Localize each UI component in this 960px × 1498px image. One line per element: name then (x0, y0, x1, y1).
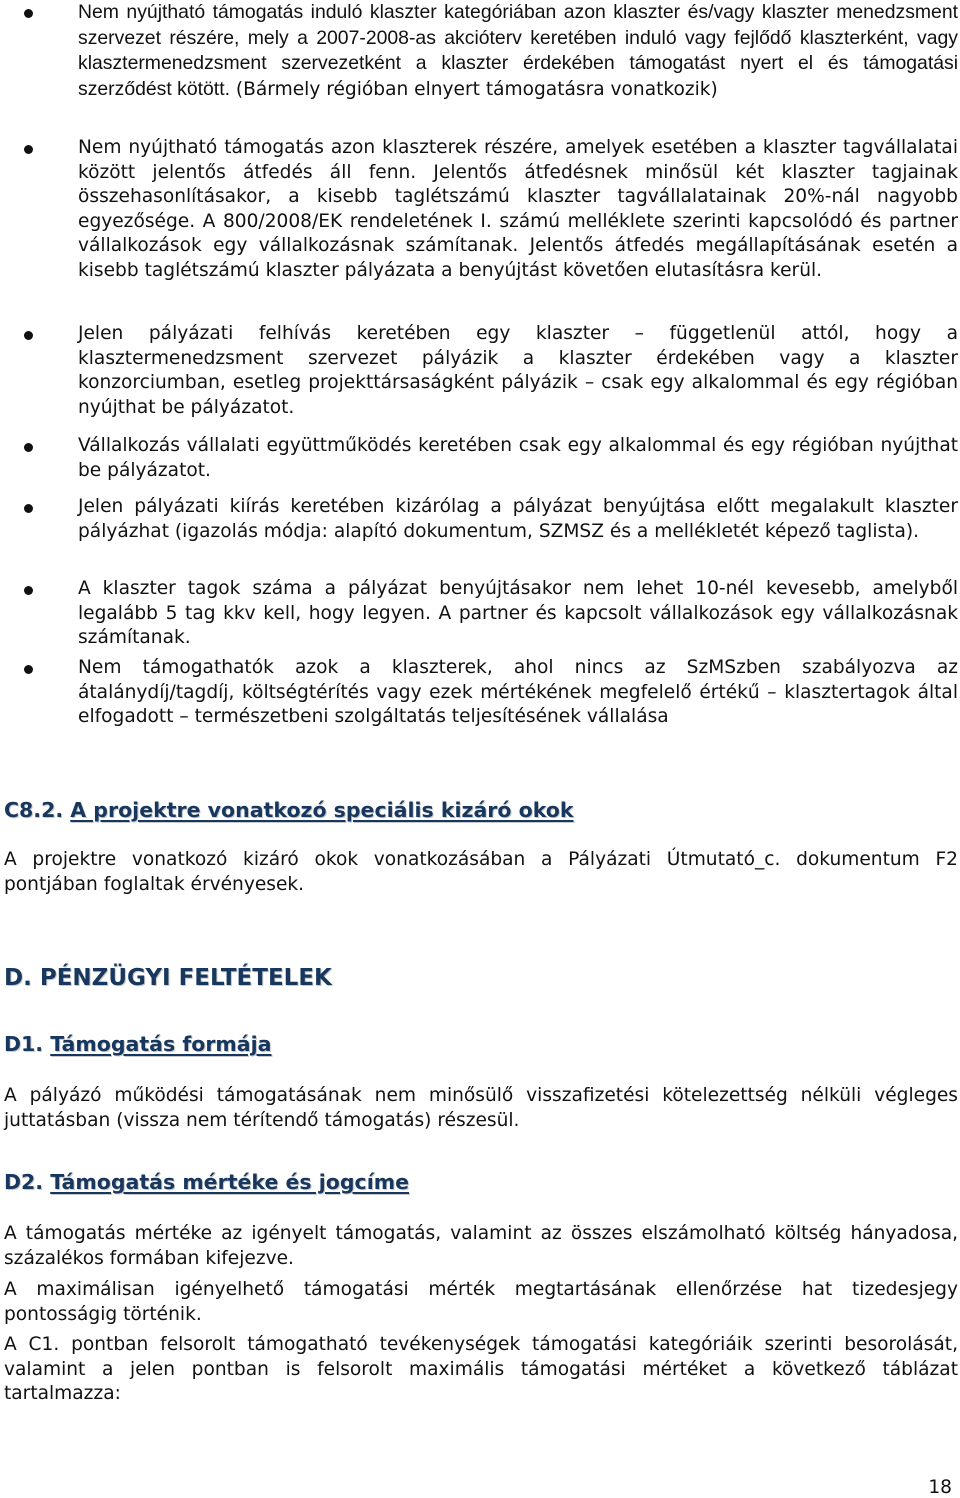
bullet-text: Jelen pályázati kiírás keretében kizárólag a pályázat benyújtása előtt megalakult klaszter pályázhat (igazolás módja: alapító dokumentum, SZMSZ és a mellékletét képező taglista). (78, 496, 958, 542)
bullet-icon (24, 9, 33, 18)
section-c82-body: A projektre vonatkozó kizáró okok vonatkozásában a Pályázati Útmutató_c. dokumentum F2 pontjában foglaltak érvényesek. (4, 849, 958, 895)
bullet-text: Nem nyújtható támogatás azon klaszterek részére, amelyek esetében a klaszter tagvállalatai között jelentős átfedés áll fenn. Jelentős átfedésnek minősül két klaszter tagjainak összehasonlításakor, a kisebb taglétszámú klaszter tagvállalatainak 20%-nál nagyobb egyezősége. A 800/2008/EK rendeletének I. számú melléklete szerinti kapcsolódó és partner vállalkozások egy vállalkozásnak számítanak. Jelentős átfedés megállapításának esetén a kisebb taglétszámú klaszter pályázata a benyújtást követően elutasításra kerül. (78, 137, 958, 281)
section-d1-number: D1. (4, 1032, 44, 1056)
bullet-icon (24, 145, 33, 154)
section-d2-paragraph-3: A C1. pontban felsorolt támogatható tevékenységek támogatási kategóriáik szerinti besorolását, valamint a jelen pontban is felsorolt maximális támogatási mértéket a következő táblázat tartalmazza: (4, 1334, 958, 1404)
bullet-text: Nem támogathatók azok a klaszterek, ahol nincs az SzMSzben szabályozva az átalánydíj/tagdíj, költségtérítés vagy ezek mértékének megfelelő értékű – klasztertagok által elfogadott – természetbeni szolgáltatás teljesítésének vállalása (78, 657, 958, 727)
bullet-text: Jelen pályázati felhívás keretében egy klaszter – függetlenül attól, hogy a klasztermenedzsment szervezet pályázik a klaszter érdekében vagy a klaszter konzorciumban, esetleg projekttársaságként pályázik – csak egy alkalommal és egy régióban nyújthat be pályázatot. (78, 323, 958, 418)
bullet-icon (24, 443, 33, 452)
bullet-icon (24, 586, 33, 595)
bullet-note: (Bármely régióban elnyert támogatásra vonatkozik) (235, 78, 718, 100)
bullet-icon (24, 665, 33, 674)
section-c82-heading (4, 798, 574, 822)
bullet-icon (24, 331, 33, 340)
bullet-main-text: Nem nyújtható támogatás induló klaszter kategóriában azon klaszter és/vagy klaszter menedzsment szervezet részére, mely a 2007-2008-as akcióterv keretében induló vagy fejlődő klaszterként, vagy klasztermenedzsment szervezetként a klaszter érdekében támogatást nyert el és támogatási szerződést kötött. (78, 1, 958, 100)
section-d2-title: Támogatás mértéke és jogcíme (50, 1170, 409, 1194)
section-d2-paragraph-1: A támogatás mértéke az igényelt támogatás, valamint az összes elszámolható költség hányadosa, százalékos formában kifejezve. (4, 1223, 958, 1269)
section-d1-heading (4, 1032, 272, 1056)
bullet-text: A klaszter tagok száma a pályázat benyújtásakor nem lehet 10-nél kevesebb, amelyből legalább 5 tag kkv kell, hogy legyen. A partner és kapcsolt vállalkozások egy vállalkozásnak számítanak. (78, 578, 958, 648)
section-d2-heading (4, 1170, 409, 1194)
section-d1-body: A pályázó működési támogatásának nem minősülő visszafizetési kötelezettség nélküli végleges juttatásban (vissza nem térítendő támogatás) részesül. (4, 1085, 958, 1131)
section-d2-number: D2. (4, 1170, 44, 1194)
bullet-text (78, 0, 958, 102)
section-d1-title: Támogatás formája (50, 1032, 272, 1056)
page-number: 18 (928, 1477, 952, 1498)
section-c82-title: A projektre vonatkozó speciális kizáró okok (70, 798, 574, 822)
bullet-text: Vállalkozás vállalati együttműködés keretében csak egy alkalommal és egy régióban nyújthat be pályázatot. (78, 435, 958, 481)
section-d-heading: D. PÉNZÜGYI FELTÉTELEK (4, 965, 332, 991)
section-d2-paragraph-2: A maximálisan igényelhető támogatási mérték megtartásának ellenőrzése hat tizedesjegy pontosságig történik. (4, 1279, 958, 1325)
bullet-icon (24, 504, 33, 513)
section-c82-number: C8.2. (4, 798, 64, 822)
